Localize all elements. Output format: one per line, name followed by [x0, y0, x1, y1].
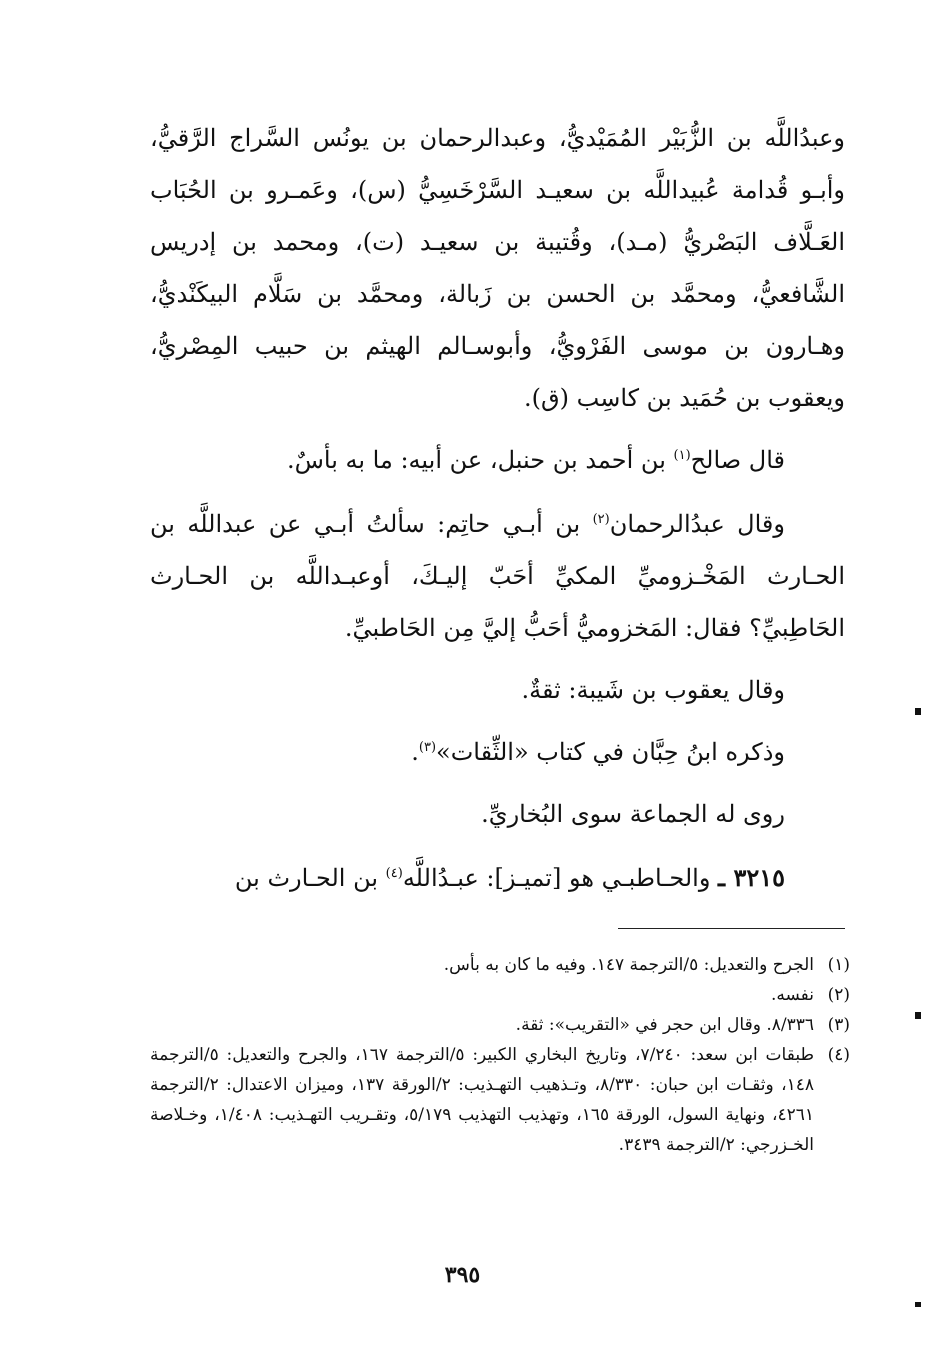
- main-text-body: [150, 112, 845, 904]
- entry-heading: [150, 852, 845, 904]
- scan-margin-mark: [915, 708, 921, 715]
- paragraph-narrated-by: روى له الجماعة سوى البُخاريِّ.: [481, 800, 785, 828]
- footnote-text: طبقات ابن سعد: ٧/٢٤٠، وتاريخ البخاري الكبير: ٥/الترجمة ١٦٧، والجرح والتعديل: ٥/الترجمة ١٤٨، وثقـات ابن حبان: ٨/٣٣٠، وتـذهيب التهـذيب: ٢/الورقة ١٣٧، وميزان الاعتدال: ٢/الترجمة ٤٢٦١، ونهاية السول، الورقة ١٦٥، وتهذيب التهذيب ٥/١٧٩، وتقـريب التهـذيب: ١/٤٠٨، وخـلاصة الخـزرجي: ٢/الترجمة ٣٤٣٩.: [150, 1045, 815, 1155]
- page-number: ٣٩٥: [444, 1262, 481, 1288]
- footnote-separator: [618, 928, 845, 929]
- entry-number: ٣٢١٥ ـ: [718, 863, 785, 892]
- paragraph-yaqub-quote: وقال يعقوب بن شَيبة: ثقةٌ.: [521, 676, 785, 704]
- footnote-text: نفسه.: [770, 985, 814, 1005]
- footnote-item: [150, 1010, 850, 1040]
- paragraph-text: بن أحمد بن حنبل، عن أبيه: ما به بأسٌ.: [286, 446, 674, 474]
- footnote-reference: (٢): [592, 512, 610, 527]
- footnote-reference: (١): [673, 448, 691, 463]
- paragraph-saleh-quote: [150, 434, 845, 486]
- scan-margin-mark: [915, 1012, 921, 1019]
- scan-margin-mark: [915, 1302, 921, 1307]
- footnote-reference: (٤): [385, 866, 403, 881]
- footnote-item: [150, 1040, 850, 1160]
- footnote-number: (٢): [827, 985, 850, 1005]
- paragraph-text: قال صالح: [690, 446, 785, 474]
- paragraph-ibn-hibban: [150, 726, 845, 778]
- footnote-text: ٨/٣٣٦. وقال ابن حجر في «التقريب»: ثقة.: [515, 1015, 814, 1035]
- footnote-item: [150, 980, 850, 1010]
- footnotes-section: [150, 950, 850, 1160]
- footnote-reference: (٣): [418, 740, 437, 755]
- paragraph-text: وذكره ابنُ حِبَّان في كتاب «الثِّقات»: [436, 738, 785, 766]
- paragraph-text: بن أبـي حاتِم: سألتُ أبـي عن عبداللَّه بن الحـارث المَخْـزوميِّ المكيِّ أحَبّ إليـكَ، أوعبـداللَّه بن الحـارث الحَاطِبيِّ؟ فقال: المَخزوميُّ أحَبُّ إليَّ مِن الحَاطبيِّ.: [150, 510, 845, 642]
- paragraph-text: .: [411, 738, 419, 766]
- footnote-number: (٤): [827, 1045, 850, 1065]
- footnote-number: (١): [827, 955, 850, 975]
- footnote-item: [150, 950, 850, 980]
- paragraph-text: وقال عبدُالرحمان: [609, 510, 785, 538]
- entry-text: والحـاطبـي هو [تميـز]: عبـدُاللَّه: [402, 864, 719, 892]
- entry-text: بن الحـارث بن: [234, 864, 386, 892]
- paragraph-narrators: وعبدُاللَّه بن الزُّبَيْر المُمَيْديُّ، وعبدالرحمان بن يونُس السَّراج الرَّقيُّ، وأبـو قُدامة عُبيداللَّه بن سعيـد السَّرْخَسِيُّ (س)، وعَمـرو بن الحُبَاب العَـلَّاف البَصْريُّ (مـد)، وقُتيبة بن سعيـد (ت)، ومحمد بن إدريس الشَّافعيُّ، ومحمَّد بن الحسن بن زَبالة، ومحمَّد بن سَلَّام البيكَنْديُّ، وهـارون بن موسى الفَرْويُّ، وأبوسـالم الهيثم بن حبيب المِصْريُّ، ويعقوب بن حُمَيد بن كاسِب (ق).: [150, 124, 846, 412]
- footnote-number: (٣): [827, 1015, 850, 1035]
- footnote-text: الجرح والتعديل: ٥/الترجمة ١٤٧. وفيه ما كان به بأس.: [443, 955, 814, 975]
- paragraph-abu-hatim-quote: [150, 498, 845, 654]
